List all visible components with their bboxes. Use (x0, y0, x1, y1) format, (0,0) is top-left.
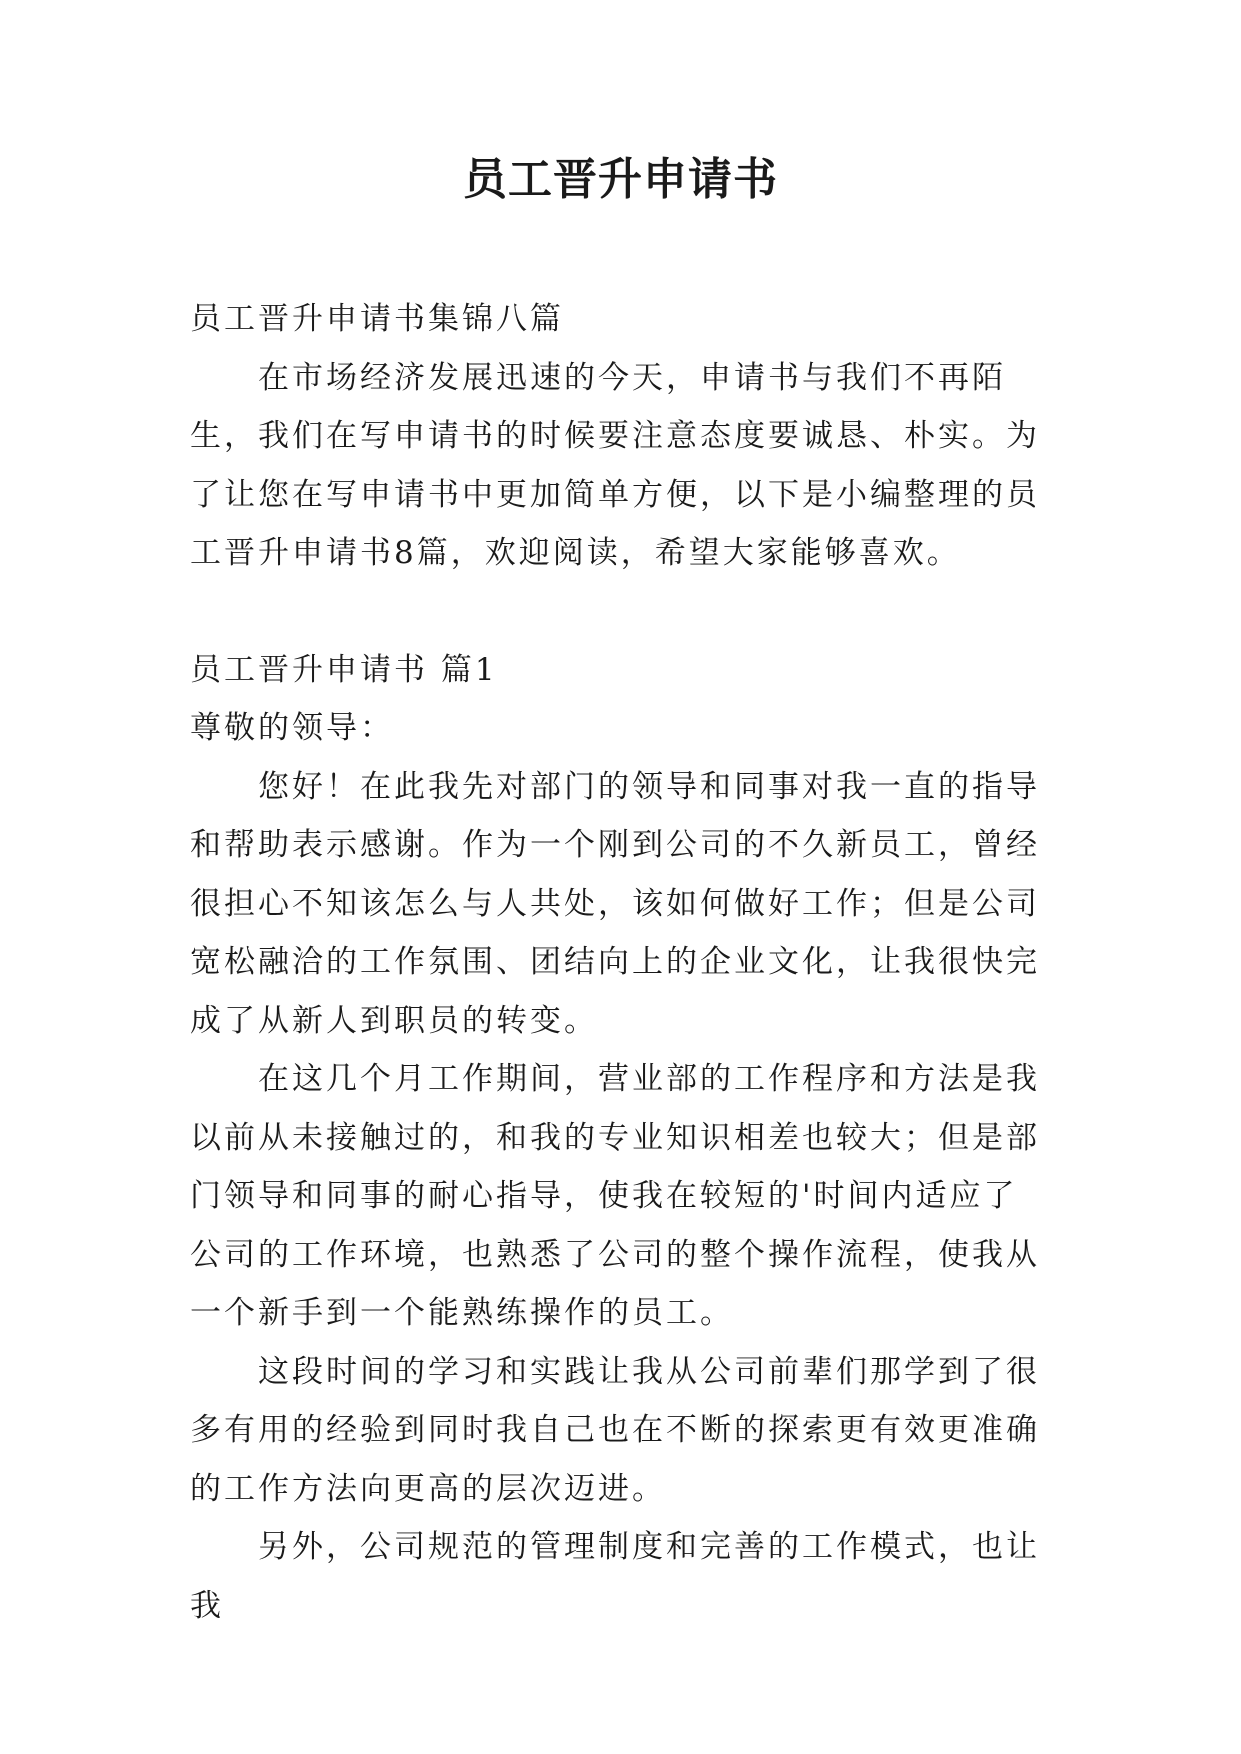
salutation: 尊敬的领导： (190, 710, 394, 746)
intro-paragraph: 在市场经济发展迅速的今天，申请书与我们不再陌生，我们在写申请书的时候要注意态度要诚恳、朴实。为了让您在写申请书中更加简单方便，以下是小编整理的员工晋升申请书8篇，欢迎阅读，希望大家能够喜欢。 (190, 359, 1040, 571)
section-heading: 员工晋升申请书 篇1 (190, 651, 498, 688)
document-subtitle: 员工晋升申请书集锦八篇 (190, 301, 564, 337)
body-paragraph: 这段时间的学习和实践让我从公司前辈们那学到了很多有用的经验到同时我自己也在不断的探索更有效更准确的工作方法向更高的层次迈进。 (190, 1353, 1040, 1507)
body-paragraph: 在这几个月工作期间，营业部的工作程序和方法是我以前从未接触过的，和我的专业知识相差也较大；但是部门领导和同事的耐心指导，使我在较短的'时间内适应了公司的工作环境，也熟悉了公司的整个操作流程，使我从一个新手到一个能熟练操作的员工。 (190, 1061, 1040, 1331)
body-paragraph: 您好！在此我先对部门的领导和同事对我一直的指导和帮助表示感谢。作为一个刚到公司的不久新员工，曾经很担心不知该怎么与人共处，该如何做好工作；但是公司宽松融洽的工作氛围、团结向上的企业文化，让我很快完成了从新人到职员的转变。 (190, 768, 1040, 1039)
body-paragraph: 另外，公司规范的管理制度和完善的工作模式，也让我 (190, 1529, 1040, 1624)
document-title: 员工晋升申请书 (463, 154, 778, 205)
document-body (190, 290, 1050, 1635)
